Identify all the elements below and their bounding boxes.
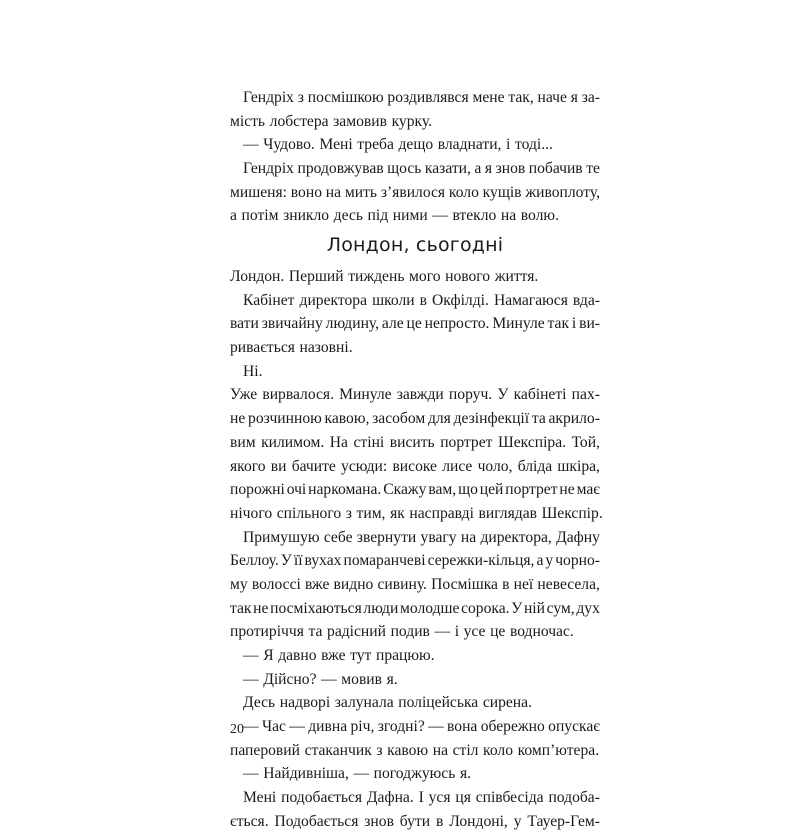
text-line: Десь надворі залунала поліцейська сирена.: [243, 694, 532, 712]
text-line: мишеня: воно на мить з’явилося коло кущів живоплоту,: [230, 183, 600, 201]
text-line: мість лобстера замовив курку.: [230, 112, 433, 130]
text-line: — Найдивніша, — погоджуюсь я.: [243, 765, 472, 783]
page-number: 20: [230, 722, 244, 737]
text-line: му волоссі вже видно сивину. Посмішка в неї невесела,: [230, 575, 600, 593]
text-line: ривається назовні.: [230, 339, 353, 357]
text-line: паперовий стаканчик з кавою на стіл коло комп’ютера.: [230, 741, 600, 759]
text-line: якого ви бачите усюди: високе лисе чоло, бліда шкіра,: [230, 457, 600, 475]
text-line: вим килимом. На стіні висить портрет Шекспіра. Той,: [230, 433, 600, 451]
text-line: так не посміхаються люди молодше сорока. У ній сум, дух: [230, 599, 600, 617]
paragraph-block-main: [230, 265, 603, 834]
text-line: Гендріх продовжував щось казати, а я знов побачив те: [243, 160, 600, 178]
text-line: вати звичайну людину, але це непросто. Минуле так і ви-: [230, 315, 600, 333]
text-line: Ні.: [243, 362, 263, 380]
text-line: ється. Подобається знов бути в Лондоні, у Тауер-Гем-: [230, 812, 600, 830]
text-line: Лондон. Перший тиждень мого нового життя.: [230, 268, 539, 285]
text-line: протиріччя та радісний подив — і усе це водночас.: [230, 623, 574, 641]
chapter-heading: Лондон, сьогодні: [326, 234, 504, 256]
text-line: Мені подобається Дафна. І уся ця співбесіда подоба-: [243, 789, 600, 807]
text-line: Беллоу. У її вухах помаранчеві сережки-кільця, а у чорно-: [230, 552, 600, 570]
text-line: порожні очі наркомана. Скажу вам, що цей портрет не має: [230, 481, 600, 499]
text-line: нічого спільного з тим, як насправді виглядав Шекспір.: [230, 504, 603, 522]
text-line: — Чудово. Мені треба дещо владнати, і тоді...: [243, 136, 553, 154]
text-line: Гендріх з посмішкою роздивлявся мене так, наче я за-: [243, 89, 600, 106]
text-line: Кабінет директора школи в Окфілді. Намагаюся вда-: [243, 291, 600, 309]
text-line: — Час — дивна річ, згодні? — вона обережно опускає: [243, 718, 600, 736]
paragraph-block-top: [230, 86, 600, 228]
text-line: — Дійсно? — мовив я.: [243, 670, 398, 688]
text-line: Уже вирвалося. Минуле завжди поруч. У кабінеті пах-: [230, 386, 600, 404]
text-line: а потім зникло десь під ними — втекло на волю.: [230, 207, 559, 225]
text-line: Примушую себе звернути увагу на директора, Дафну: [243, 528, 600, 546]
text-line: не розчинною кавою, засобом для дезінфекції та акрило-: [230, 410, 600, 428]
text-line: — Я давно вже тут працюю.: [243, 647, 435, 664]
